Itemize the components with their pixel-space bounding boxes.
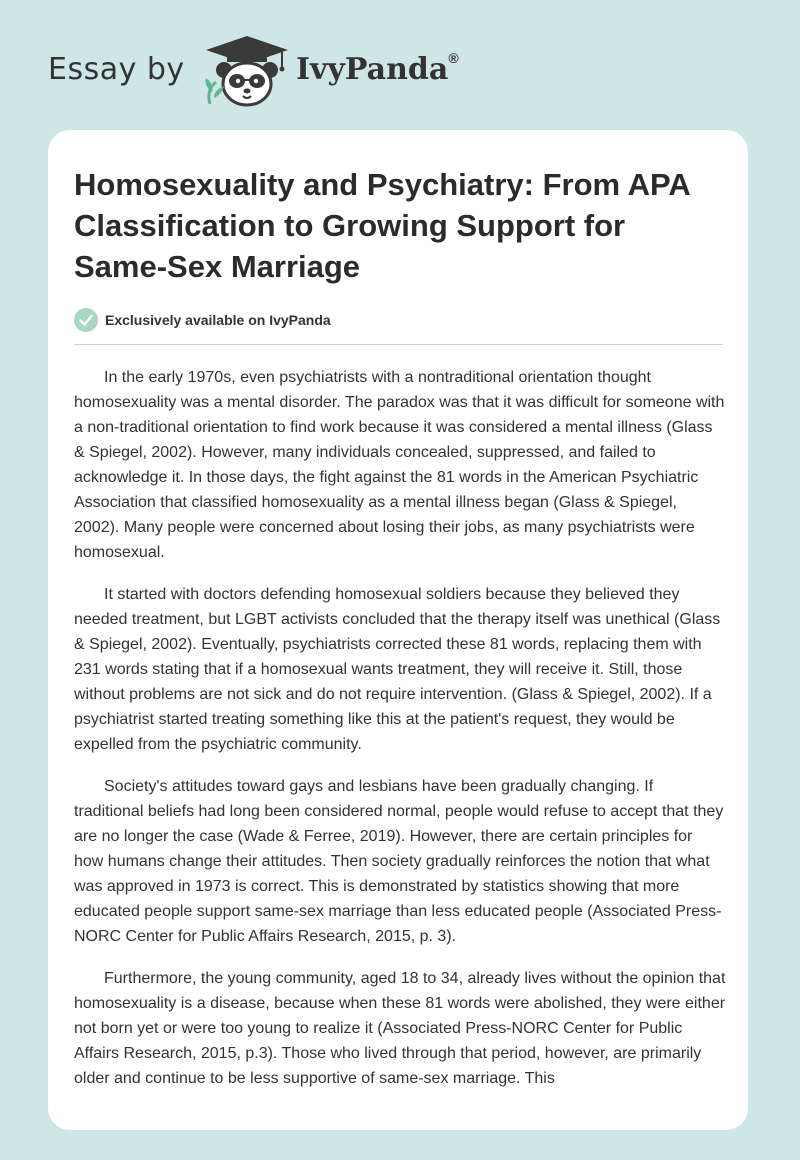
brand-name[interactable]: IvyPanda® xyxy=(296,50,459,87)
divider xyxy=(74,344,723,345)
registered-mark: ® xyxy=(448,50,459,66)
panda-graduate-logo-icon[interactable] xyxy=(202,34,292,108)
exclusive-badge-label: Exclusively available on IvyPanda xyxy=(105,312,331,328)
essay-title: Homosexuality and Psychiatry: From APA Classification to Growing Support for Same-Sex Marriage xyxy=(74,167,690,284)
essay-card xyxy=(48,130,748,1130)
check-circle-icon xyxy=(74,308,98,332)
paragraph: Furthermore, the young community, aged 18 to 34, already lives without the opinion that homosexuality is a disease, because when these 81 words were abolished, they were either not born yet or were too young to realize it (Associated Press-NORC Center for Public Affairs Research, 2015, p.3). Those who lived through that period, however, are primarily older and continue to be less supportive of same-sex marriage. This xyxy=(74,970,726,1087)
brand-prefix: Essay by xyxy=(48,52,185,87)
site-header xyxy=(48,32,468,112)
essay-body xyxy=(74,365,726,1108)
paragraph: It started with doctors defending homosexual soldiers because they believed they needed treatment, but LGBT activists concluded that the therapy itself was unethical (Glass & Spiegel, 2002). Eventually, psychiatrists corrected these 81 words, replacing them with 231 words stating that if a homosexual wants treatment, they will receive it. Still, those without problems are not sick and do not require intervention. (Glass & Spiegel, 2002). If a psychiatrist started treating something like this at the patient's request, they would be expelled from the psychiatric community. xyxy=(74,586,721,753)
exclusive-badge xyxy=(74,308,331,332)
paragraph: Society's attitudes toward gays and lesbians have been gradually changing. If traditional beliefs had long been considered normal, people would refuse to accept that they are no longer the case (Wade & Ferree, 2019). However, there are certain principles for how humans change their attitudes. Then society gradually reinforces the notion that what was approved in 1973 is correct. This is demonstrated by statistics showing that more educated people support same-sex marriage than less educated people (Associated Press-NORC Center for Public Affairs Research, 2015, p. 3). xyxy=(74,778,724,945)
paragraph: In the early 1970s, even psychiatrists with a nontraditional orientation thought homosexuality was a mental disorder. The paradox was that it was difficult for someone with a non-traditional orientation to find work because it was considered a mental illness (Glass & Spiegel, 2002). However, many individuals concealed, suppressed, and failed to acknowledge it. In those days, the fight against the 81 words in the American Psychiatric Association that classified homosexuality as a mental illness began (Glass & Spiegel, 2002). Many people were concerned about losing their jobs, as many psychiatrists were homosexual. xyxy=(74,369,725,561)
